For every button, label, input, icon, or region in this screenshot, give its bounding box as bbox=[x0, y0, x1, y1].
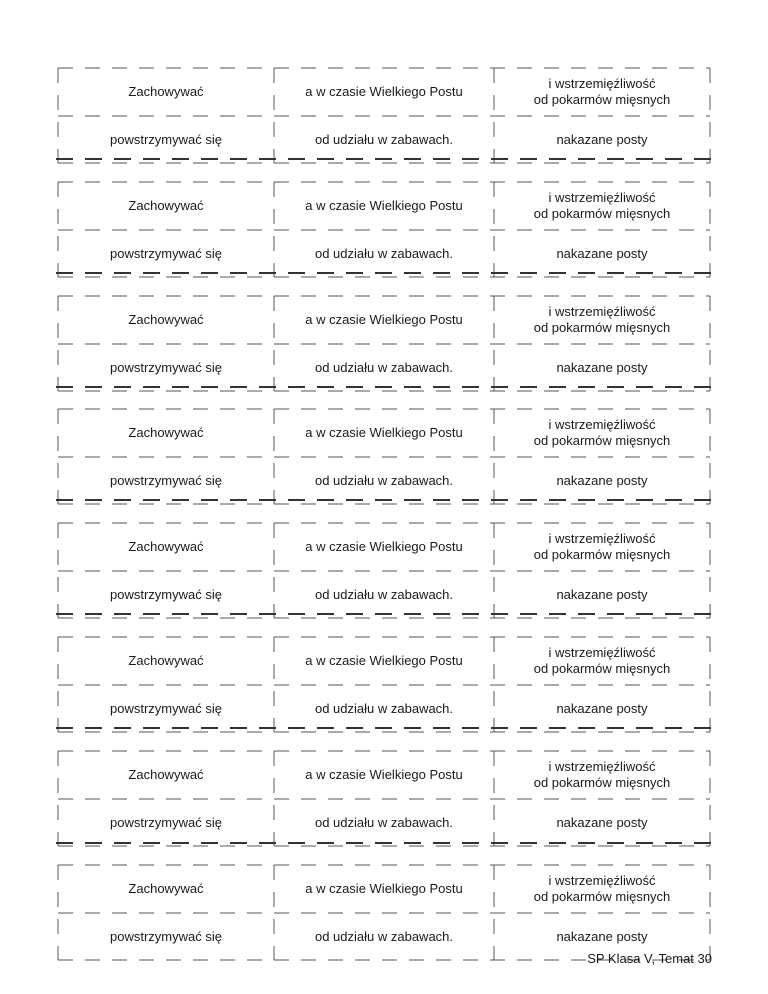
strip-separator bbox=[56, 158, 712, 160]
phrase-card: od udziału w zabawach. bbox=[314, 472, 454, 488]
phrase-card: od udziału w zabawach. bbox=[314, 245, 454, 261]
strip-separator bbox=[56, 727, 712, 729]
phrase-card: Zachowywać bbox=[128, 312, 204, 327]
phrase-card: powstrzymywać się bbox=[110, 928, 222, 944]
phrase-card: i wstrzemięźliwość od pokarmów mięsnych bbox=[533, 759, 671, 790]
phrase-card: a w czasie Wielkiego Postu bbox=[305, 84, 463, 99]
phrase-card: i wstrzemięźliwość od pokarmów mięsnych bbox=[533, 304, 671, 335]
page-footer: SP Klasa V, Temat 30 bbox=[587, 951, 712, 966]
phrase-card: powstrzymywać się bbox=[110, 245, 222, 261]
phrase-card: powstrzymywać się bbox=[110, 586, 222, 602]
strip-separator bbox=[56, 386, 712, 388]
phrase-card: powstrzymywać się bbox=[110, 700, 222, 716]
phrase-card: i wstrzemięźliwość od pokarmów mięsnych bbox=[533, 645, 671, 676]
phrase-card: nakazane posty bbox=[556, 586, 648, 602]
phrase-card: Zachowywać bbox=[128, 198, 204, 213]
phrase-card: a w czasie Wielkiego Postu bbox=[305, 653, 463, 668]
phrase-card: powstrzymywać się bbox=[110, 814, 222, 830]
phrase-card: a w czasie Wielkiego Postu bbox=[305, 881, 463, 896]
phrase-card: Zachowywać bbox=[128, 425, 204, 440]
phrase-card: nakazane posty bbox=[556, 472, 648, 488]
card-strip bbox=[58, 523, 710, 618]
phrase-card: a w czasie Wielkiego Postu bbox=[305, 767, 463, 782]
phrase-card: od udziału w zabawach. bbox=[314, 814, 454, 830]
phrase-card: nakazane posty bbox=[556, 700, 648, 716]
phrase-card: Zachowywać bbox=[128, 767, 204, 782]
phrase-card: a w czasie Wielkiego Postu bbox=[305, 425, 463, 440]
strip-separator bbox=[56, 613, 712, 615]
phrase-card: powstrzymywać się bbox=[110, 359, 222, 375]
phrase-card: od udziału w zabawach. bbox=[314, 700, 454, 716]
phrase-card: od udziału w zabawach. bbox=[314, 359, 454, 375]
phrase-card: i wstrzemięźliwość od pokarmów mięsnych bbox=[533, 76, 671, 107]
phrase-card: nakazane posty bbox=[556, 359, 648, 375]
phrase-card: i wstrzemięźliwość od pokarmów mięsnych bbox=[533, 417, 671, 448]
phrase-card: powstrzymywać się bbox=[110, 131, 222, 147]
phrase-card: a w czasie Wielkiego Postu bbox=[305, 539, 463, 554]
phrase-card: i wstrzemięźliwość od pokarmów mięsnych bbox=[533, 531, 671, 562]
phrase-card: Zachowywać bbox=[128, 653, 204, 668]
phrase-card: a w czasie Wielkiego Postu bbox=[305, 312, 463, 327]
phrase-card: a w czasie Wielkiego Postu bbox=[305, 198, 463, 213]
card-strip bbox=[58, 751, 710, 846]
phrase-card: Zachowywać bbox=[128, 881, 204, 896]
phrase-card: powstrzymywać się bbox=[110, 472, 222, 488]
phrase-card: od udziału w zabawach. bbox=[314, 586, 454, 602]
phrase-card: od udziału w zabawach. bbox=[314, 131, 454, 147]
card-strip bbox=[58, 637, 710, 732]
phrase-card: nakazane posty bbox=[556, 131, 648, 147]
phrase-card: i wstrzemięźliwość od pokarmów mięsnych bbox=[533, 873, 671, 904]
phrase-card: Zachowywać bbox=[128, 539, 204, 554]
card-strip bbox=[58, 182, 710, 277]
phrase-card: i wstrzemięźliwość od pokarmów mięsnych bbox=[533, 190, 671, 221]
card-strip bbox=[58, 865, 710, 960]
strip-separator bbox=[56, 499, 712, 501]
phrase-card: Zachowywać bbox=[128, 84, 204, 99]
card-strip bbox=[58, 68, 710, 163]
phrase-card: od udziału w zabawach. bbox=[314, 928, 454, 944]
strip-separator bbox=[56, 842, 712, 844]
card-strip bbox=[58, 296, 710, 391]
phrase-card: nakazane posty bbox=[556, 245, 648, 261]
phrase-card: nakazane posty bbox=[556, 814, 648, 830]
phrase-card: nakazane posty bbox=[556, 928, 648, 944]
card-strip bbox=[58, 409, 710, 504]
strip-separator bbox=[56, 272, 712, 274]
